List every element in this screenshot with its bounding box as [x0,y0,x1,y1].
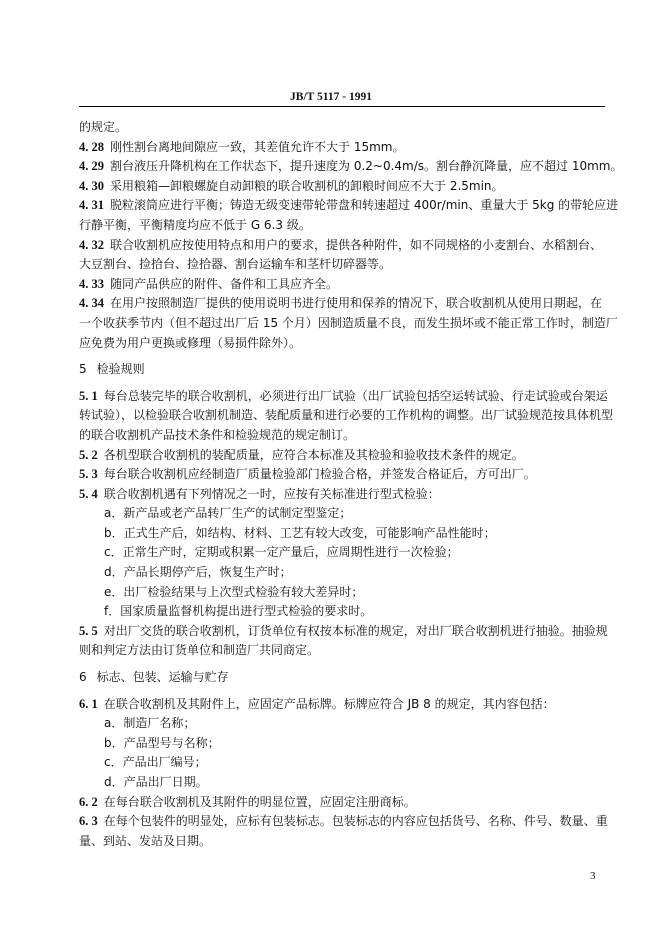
text-line: 应免费为用户更换或修理（易损件除外）。 [79,335,302,350]
clause-5-3: 5. 3 每台联合收割机应经制造厂质量检验部门检验合格，并签发合格证后，方可出厂。 [79,467,536,482]
clause-4-30: 4. 30 采用粮箱—卸粮螺旋自动卸粮的联合收割机的卸粮时间应不大于 2.5min。 [79,178,504,193]
standard-header: JB/T 5117 - 1991 [290,91,372,103]
text-line: 一个收获季节内（但不超过出厂后 15 个月）因制造质量不良，而发生损坏或不能正常工作时，制造厂 [79,315,618,330]
text-line: 行静平衡，平衡精度均应不低于 G 6.3 级。 [79,217,311,232]
clause-4-31: 4. 31 脱粒滚筒应进行平衡；铸造无级变速带轮带盘和转速超过 400r/min、重量大于 5kg 的带轮应进 [79,198,619,213]
list-item: a．制造厂名称； [104,716,196,731]
list-item: d．产品出厂日期。 [104,775,208,789]
text-line: 则和判定方法由订货单位和制造厂共同商定。 [79,643,320,658]
clause-number: 4. 30 [79,178,104,193]
list-item: b．正式生产后，如结构、材料、工艺有较大改变，可能影响产品性能时； [104,525,496,540]
clause-number: 4. 31 [79,198,104,213]
text-line: 转试验），以检验联合收割机制造、装配质量和进行必要的工作机构的调整。出厂试验规范按具体机型 [79,408,614,423]
clause-number: 4. 32 [79,237,104,252]
list-item: c．产品出厂编号； [104,755,207,770]
clause-number: 5. 1 [79,388,98,403]
clause-5-1: 5. 1 每台总装完毕的联合收割机，必须进行出厂试验（出厂试验包括空运转试验、行走试验或台架运 [79,388,608,403]
section-heading-6 [79,668,605,688]
clause-4-33: 4. 33 随同产品供应的附件、备件和工具应齐全。 [79,276,339,291]
clause-6-2: 6. 2 在每台联合收割机及其附件的明显位置，应固定注册商标。 [79,794,416,809]
clause-number: 5. 4 [79,486,98,501]
clause-number: 5. 3 [79,467,98,482]
clause-4-34: 4. 34 在用户按照制造厂提供的使用说明书进行使用和保养的情况下，联合收割机从使用日期起，在 [79,296,603,311]
clause-4-28: 4. 28 刚性割台离地间隙应一致，其差值允许不大于 15mm。 [79,139,405,154]
clause-number: 4. 29 [79,159,104,174]
clause-number: 6. 2 [79,794,98,809]
clause-6-3: 6. 3 在每个包装件的明显处，应标有包装标志。包装标志的内容应包括货号、名称、件号、数量、重 [79,814,608,829]
clause-number: 5. 2 [79,447,98,462]
text-line: 的联合收割机产品技术条件和检验规范的规定制订。 [79,427,356,442]
clause-5-2: 5. 2 各机型联合收割机的装配质量，应符合本标准及其检验和验收技术条件的规定。 [79,447,524,462]
section-title: 标志、包装、运输与贮存 [96,670,229,685]
list-item: c．正常生产时，定期或积累一定产量后，应周期性进行一次检验； [104,545,459,560]
clause-5-4: 5. 4 联合收割机遇有下列情况之一时，应按有关标准进行型式检验： [79,486,440,501]
clause-number: 5. 5 [79,623,98,638]
section-number: 5 [79,362,87,377]
section-heading-5 [79,360,605,380]
clause-number: 4. 28 [79,139,104,154]
document-body [79,118,623,851]
list-item: d．产品长期停产后，恢复生产时； [104,565,292,580]
text-line: 量、到站、发站及日期。 [79,833,212,848]
clause-number: 4. 34 [79,296,104,311]
clause-4-32: 4. 32 联合收割机应按使用特点和用户的要求，提供各种附件，如不同规格的小麦割台、水稻割台、 [79,237,603,252]
list-item: f．国家质量监督机构提出进行型式检验的要求时。 [104,604,373,619]
clause-number: 4. 33 [79,276,104,291]
list-item: b．产品型号与名称； [104,735,220,750]
clause-4-29: 4. 29 割台液压升降机构在工作状态下，提升速度为 0.2~0.4m/s。割台静沉降量，应不超过 10mm。 [79,159,623,174]
page-number: 3 [590,870,596,882]
clause-number: 6. 1 [79,696,98,711]
clause-5-5: 5. 5 对出厂交货的联合收割机，订货单位有权按本标准的规定，对出厂联合收割机进行抽验。抽验规 [79,623,608,638]
clause-6-1: 6. 1 在联合收割机及其附件上，应固定产品标牌。标牌应符合 JB 8 的规定，其内容包括： [79,696,555,711]
section-number: 6 [79,670,87,685]
header-rule [79,106,605,107]
text-line: 的规定。 [79,120,128,134]
list-item: a．新产品或老产品转厂生产的试制定型鉴定； [104,506,352,521]
clause-number: 6. 3 [79,814,98,829]
text-line: 大豆割台、捡拾台、捡拾器、割台运输车和茎杆切碎器等。 [79,257,392,272]
section-title: 检验规则 [96,362,145,377]
list-item: e．出厂检验结果与上次型式检验有较大差异时； [104,584,364,599]
